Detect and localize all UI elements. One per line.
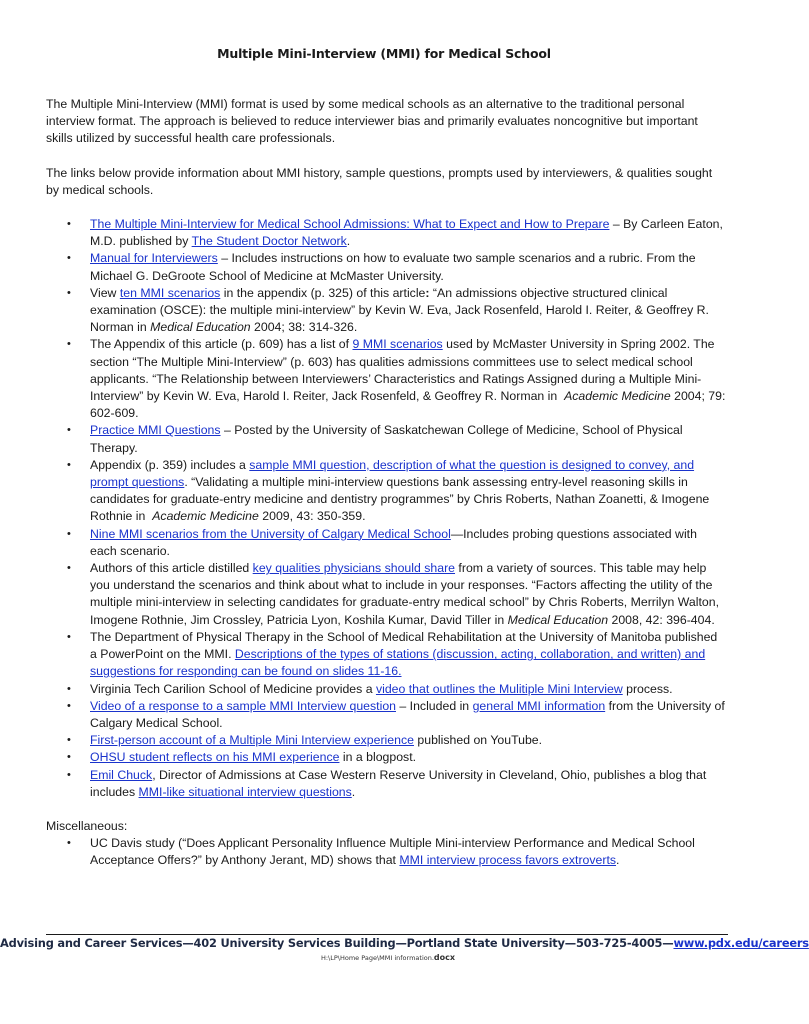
journal-name: Academic Medicine: [564, 389, 671, 404]
link-mmi-what-to-expect[interactable]: The Multiple Mini-Interview for Medical School Admissions: What to Expect and How to Prepare: [90, 217, 610, 232]
bullet-icon: •: [67, 458, 71, 471]
bullet-icon: •: [67, 682, 71, 695]
list-item: [46, 526, 726, 560]
item-text: 2009, 43: 350-359.: [258, 509, 366, 524]
item-text: – Included in: [396, 698, 473, 713]
item-text: from the University of Calgary Medical School.: [90, 698, 725, 730]
item-text: The Appendix of this article (p. 609) has a list of: [90, 337, 353, 352]
list-item: [46, 285, 726, 337]
link-manual-for-interviewers[interactable]: Manual for Interviewers: [90, 251, 218, 266]
item-text: —Includes probing questions associated with each scenario.: [90, 526, 697, 558]
bullet-icon: •: [67, 562, 71, 575]
misc-list: [46, 835, 726, 869]
link-emil-chuck[interactable]: Emil Chuck: [90, 767, 153, 782]
link-9-mmi-scenarios[interactable]: 9 MMI scenarios: [352, 337, 443, 352]
list-item: [46, 457, 726, 526]
bullet-icon: •: [67, 751, 71, 764]
file-path: [0, 953, 776, 962]
list-item: [46, 336, 726, 422]
links-intro-paragraph: The links below provide information about MMI history, sample questions, prompts used by interviewers, & qualities sought by medical schools.: [46, 165, 713, 197]
footer: [0, 936, 809, 950]
item-text: 2004; 38: 314-326.: [250, 320, 358, 335]
item-text: , Director of Admissions at Case Western Reserve University in Cleveland, Ohio, publishes a blog that includes: [90, 767, 707, 799]
footer-link-careers[interactable]: www.pdx.edu/careers: [673, 936, 809, 950]
link-practice-mmi-questions[interactable]: Practice MMI Questions: [90, 423, 221, 438]
link-descriptions-of-stations[interactable]: Descriptions of the types of stations (discussion, acting, collaboration, and written) and suggestions for responding can be found on slides 11-16.: [90, 647, 706, 679]
list-item: [46, 835, 726, 869]
link-mmi-like-questions[interactable]: MMI-like situational interview questions: [138, 784, 352, 799]
bullet-icon: •: [67, 252, 71, 265]
item-text: – By Carleen Eaton, M.D. published by: [90, 217, 723, 249]
link-mmi-favors-extroverts[interactable]: MMI interview process favors extroverts: [399, 853, 617, 868]
list-item: [46, 250, 726, 284]
bullet-icon: •: [67, 338, 71, 351]
link-sample-mmi-question[interactable]: sample MMI question, description of what the question is designed to convey, and prompt questions: [90, 457, 695, 490]
item-text: .: [351, 784, 356, 799]
item-text: in the appendix (p. 325) of this article: [220, 285, 426, 300]
item-text: The Department of Physical Therapy in the School of Medical Rehabilitation at the University of Manitoba published a PowerPoint on the MMI.: [90, 629, 718, 662]
bullet-icon: •: [67, 286, 71, 299]
link-video-outlines-mmi[interactable]: video that outlines the Mulitiple Mini Interview: [375, 681, 623, 696]
bullet-icon: •: [67, 218, 71, 231]
list-item: [46, 216, 726, 250]
list-item: [46, 698, 726, 732]
item-text: “An admissions objective structured clinical examination (OSCE): the multiple mini-interview” by Kevin W. Eva, Jack Rosenfeld, Harold I. Reiter, & Geoffrey R. Norman in: [90, 285, 709, 335]
link-video-of-response[interactable]: Video of a response to a sample MMI Interview question: [90, 698, 396, 713]
list-item: [46, 560, 726, 629]
link-ohsu-student-reflects[interactable]: OHSU student reflects on his MMI experience: [90, 750, 340, 765]
list-item: [46, 681, 726, 698]
item-text: Virginia Tech Carilion School of Medicine provides a: [90, 681, 376, 696]
footer-divider: [46, 934, 728, 935]
link-student-doctor-network[interactable]: The Student Doctor Network: [191, 234, 347, 249]
bullet-icon: •: [67, 734, 71, 747]
link-nine-mmi-scenarios-calgary[interactable]: Nine MMI scenarios from the University of Calgary Medical School: [90, 526, 451, 541]
item-text: .: [346, 234, 351, 249]
list-item: [46, 767, 726, 801]
resource-list: [46, 216, 726, 801]
list-item: [46, 629, 726, 681]
list-item: [46, 422, 726, 456]
item-text: Authors of this article distilled: [90, 561, 253, 576]
bullet-icon: •: [67, 768, 71, 781]
item-text: 2008, 42: 396-404.: [608, 612, 715, 627]
document-body: [46, 96, 726, 870]
item-text: – Posted by the University of Saskatchewan College of Medicine, School of Physical Therapy.: [90, 423, 683, 455]
item-text: UC Davis study (“Does Applicant Personality Influence Multiple Mini-interview Performance and Medical School Acceptance Offers?” by Anthony Jerant, MD) shows that: [90, 836, 695, 868]
item-text: used by McMaster University in Spring 2002. The section “The Multiple Mini-Interview” (p. 603) has qualities admissions committees use to select medical school applicants. “The Relationship between Interviewers’ Characteristics and Ratings Assigned during a Multiple Mini-Interview” by Kevin W. Eva, Harold I. Reiter, Jack Rosenfeld, & Geoffrey R. Norman in: [90, 337, 718, 404]
bullet-icon: •: [67, 630, 71, 643]
file-extension: docx: [433, 953, 456, 962]
page-title: Multiple Mini-Interview (MMI) for Medical School: [217, 46, 551, 61]
item-text: published on YouTube.: [413, 733, 543, 748]
bullet-icon: •: [67, 424, 71, 437]
intro-paragraph: The Multiple Mini-Interview (MMI) format is used by some medical schools as an alternative to the traditional personal interview format. The approach is believed to reduce interviewer bias and primarily evaluates noncognitive but important skills utilized by successful health care professionals.: [46, 97, 698, 146]
item-text: in a blogpost.: [339, 750, 417, 765]
item-text: 2004; 79: 602-609.: [90, 389, 726, 421]
link-first-person-account[interactable]: First-person account of a Multiple Mini Interview experience: [90, 733, 414, 748]
journal-name: Academic Medicine: [152, 509, 259, 524]
bullet-icon: •: [67, 837, 71, 850]
item-text: from a variety of sources. This table may help you understand the scenarios and think about what to include in your responses. “Factors affecting the utility of the multiple mini-interview in selecting candidates for graduate-entry medical school” by Chris Roberts, Merrilyn Walton, Imogene Rothnie, Jim Crossley, Patricia Lyon, Koshila Kumar, David Tiller in: [90, 561, 719, 627]
miscellaneous-heading: Miscellaneous:: [46, 818, 128, 833]
link-key-qualities-physicians[interactable]: key qualities physicians should share: [252, 561, 456, 576]
file-path-text: H:\LP\Home Page\MMI information.: [320, 954, 434, 962]
bullet-icon: •: [67, 699, 71, 712]
item-text: View: [90, 285, 120, 300]
list-item: [46, 732, 726, 749]
item-text: Appendix (p. 359) includes a: [90, 457, 250, 472]
journal-name: Medical Education: [507, 612, 609, 627]
journal-name: Medical Education: [150, 320, 251, 335]
link-ten-mmi-scenarios[interactable]: ten MMI scenarios: [119, 285, 221, 300]
link-general-mmi-information[interactable]: general MMI information: [472, 698, 606, 713]
item-text: .: [616, 853, 620, 868]
footer-text: Advising and Career Services—402 University Services Building—Portland State University—503-725-4005—: [0, 936, 674, 950]
list-item: [46, 749, 726, 766]
item-text: . “Validating a multiple mini-interview questions bank assessing entry-level reasoning skills in candidates for graduate-entry medicine and dentistry programmes” by Chris Roberts, Nathan Zoanetti, & Imogene Rothnie in: [90, 475, 713, 524]
bullet-icon: •: [67, 527, 71, 540]
item-colon: :: [425, 285, 430, 300]
item-text: – Includes instructions on how to evaluate two sample scenarios and a rubric. From the Michael G. DeGroote School of Medicine at McMaster University.: [90, 251, 696, 283]
item-text: process.: [622, 681, 673, 696]
